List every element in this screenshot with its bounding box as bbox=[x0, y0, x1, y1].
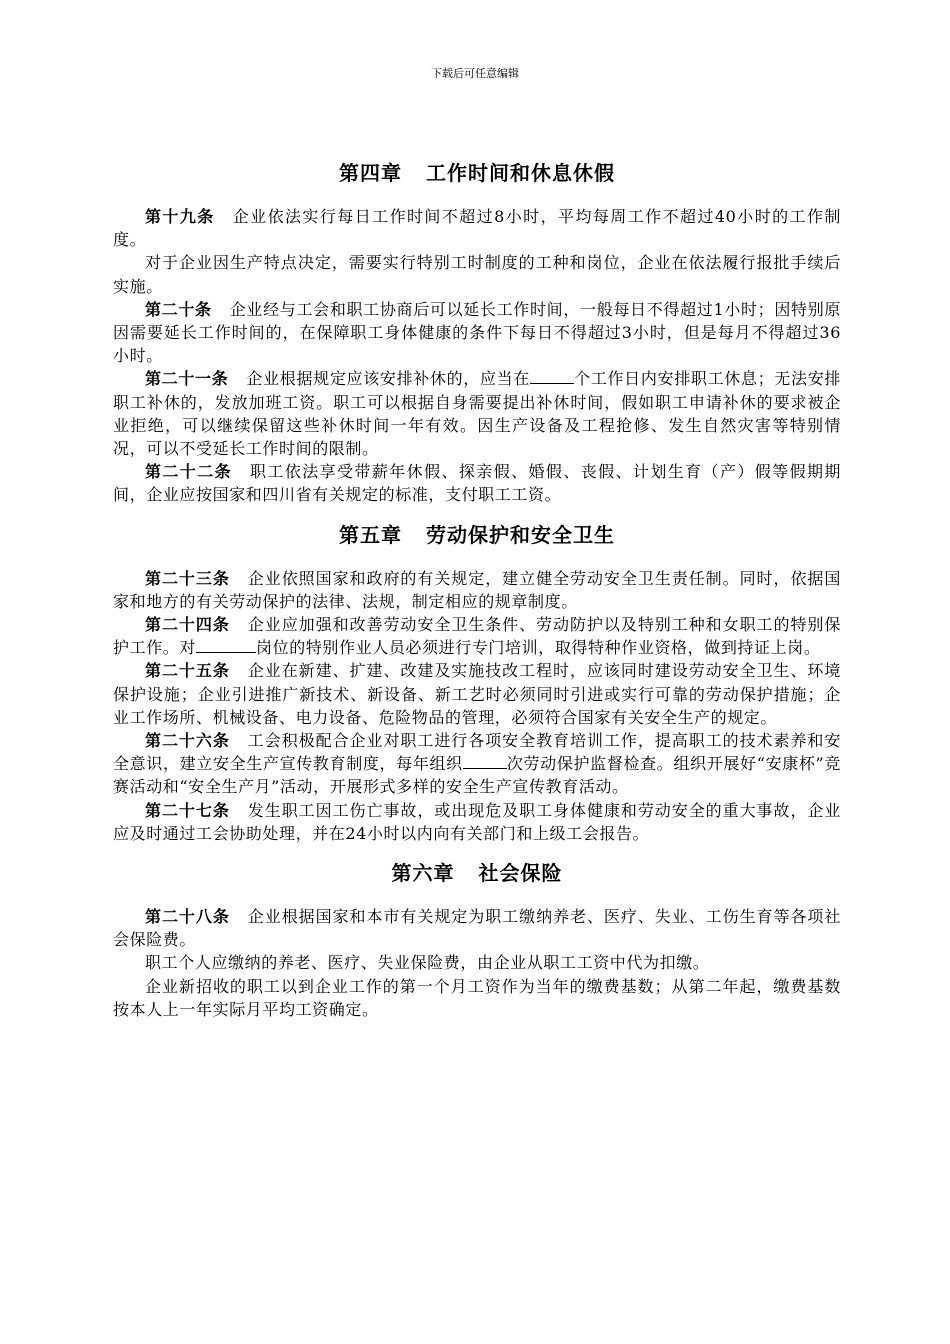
article-text: 工会积极配合企业对职工进行各项安全教育培训工作，提高职工的技术素养和安全意识，建立安全生产宣传教育制度，每年组织 bbox=[113, 731, 841, 774]
document-body bbox=[113, 155, 841, 1021]
article-paragraph bbox=[113, 729, 841, 799]
article-text: 企业依法实行每日工作时间不超过8小时，平均每周工作不超过40小时的工作制度。 bbox=[113, 207, 842, 250]
article-paragraph bbox=[113, 613, 841, 659]
article-text: 企业应加强和改善劳动安全卫生条件、劳动防护以及特别工种和女职工的特别保护工作。对 bbox=[113, 615, 841, 658]
article-text-continued: 岗位的特别作业人员必须进行专门培训，取得特种作业资格，做到持证上岗。 bbox=[256, 638, 821, 658]
paragraph-text: 企业新招收的职工以到企业工作的第一个月工资作为当年的缴费基数；从第二年起，缴费基数按本人上一年实际月平均工资确定。 bbox=[113, 976, 841, 1019]
article-text: 企业根据国家和本市有关规定为职工缴纳养老、医疗、失业、工伤生育等各项社会保险费。 bbox=[113, 907, 841, 950]
article-text: 企业根据规定应该安排补休的，应当在 bbox=[246, 369, 531, 389]
fill-in-blank bbox=[196, 636, 256, 653]
paragraph-text: 职工个人应缴纳的养老、医疗、失业保险费，由企业从职工工资中代为扣缴。 bbox=[145, 953, 710, 973]
article-paragraph bbox=[113, 567, 841, 613]
paragraph bbox=[113, 251, 841, 297]
chapter-number: 第四章 bbox=[339, 161, 402, 185]
chapter-name: 劳动保护和安全卫生 bbox=[426, 522, 615, 547]
paragraph-text: 对于企业因生产特点决定，需要实行特别工时制度的工种和岗位，企业在依法履行报批手续后实施。 bbox=[113, 253, 841, 296]
article-text: 发生职工因工伤亡事故，或出现危及职工身体健康和劳动安全的重大事故，企业应及时通过工会协助处理，并在24小时以内向有关部门和上级工会报告。 bbox=[113, 800, 841, 843]
article-text: 企业依照国家和政府的有关规定，建立健全劳动安全卫生责任制。同时，依据国家和地方的有关劳动保护的法律、法规，制定相应的规章制度。 bbox=[113, 568, 841, 611]
article-text: 企业在新建、扩建、改建及实施技改工程时，应该同时建设劳动安全卫生、环境保护设施；企业引进推广新技术、新设备、新工艺时必须同时引进或实行可靠的劳动保护措施；企业工作场所、机械设备、电力设备、危险物品的管理，必须符合国家有关安全生产的规定。 bbox=[113, 661, 841, 727]
chapter-title bbox=[113, 517, 841, 553]
article-number: 第二十七条 bbox=[145, 800, 230, 820]
article-paragraph bbox=[113, 367, 841, 460]
article-text-continued: 次劳动保护监督检查。组织开展好“安康杯”竞赛活动和“安全生产月”活动，开展形式多样的安全生产宣传教育活动。 bbox=[113, 754, 841, 797]
article-number: 第二十二条 bbox=[145, 462, 233, 482]
fill-in-blank bbox=[463, 752, 507, 769]
article-number: 第十九条 bbox=[145, 207, 215, 226]
article-text: 企业经与工会和职工协商后可以延长工作时间，一般每日不得超过1小时；因特别原因需要延长工作时间的，在保障职工身体健康的条件下每日不得超过3小时，但是每月不得超过36小时。 bbox=[113, 299, 841, 366]
article-number: 第二十一条 bbox=[145, 369, 229, 389]
paragraph bbox=[113, 951, 841, 974]
article-paragraph bbox=[113, 905, 841, 951]
article-text: 职工依法享受带薪年休假、探亲假、婚假、丧假、计划生育（产）假等假期期间，企业应按国家和四川省有关规定的标准，支付职工工资。 bbox=[113, 462, 841, 505]
article-number: 第二十三条 bbox=[145, 568, 230, 588]
chapter-title bbox=[113, 855, 841, 891]
article-number: 第二十四条 bbox=[145, 615, 230, 635]
chapter-name: 工作时间和休息休假 bbox=[426, 161, 615, 185]
chapter-number: 第六章 bbox=[391, 861, 455, 886]
chapter-title bbox=[113, 155, 841, 191]
article-number: 第二十六条 bbox=[145, 731, 230, 751]
article-text-continued: 个工作日内安排职工休息；无法安排职工补休的，发放加班工资。职工可以根据自身需要提出补休时间，假如职工申请补休的要求被企业拒绝，可以继续保留这些补休时间一年有效。因生产设备及工程抢修、发生自然灾害等特别情况，可以不受延长工作时间的限制。 bbox=[113, 369, 841, 459]
article-paragraph bbox=[113, 460, 841, 506]
article-number: 第二十五条 bbox=[145, 661, 230, 681]
page-header: 下载后可任意编辑 bbox=[431, 67, 519, 80]
article-paragraph bbox=[113, 799, 841, 845]
chapter-number: 第五章 bbox=[339, 522, 402, 547]
paragraph bbox=[113, 975, 841, 1021]
article-paragraph bbox=[113, 205, 841, 251]
article-paragraph bbox=[113, 659, 841, 729]
article-number: 第二十条 bbox=[145, 299, 212, 319]
fill-in-blank bbox=[530, 367, 574, 384]
article-number: 第二十八条 bbox=[145, 907, 230, 927]
article-paragraph bbox=[113, 298, 841, 368]
chapter-name: 社会保险 bbox=[478, 861, 563, 886]
